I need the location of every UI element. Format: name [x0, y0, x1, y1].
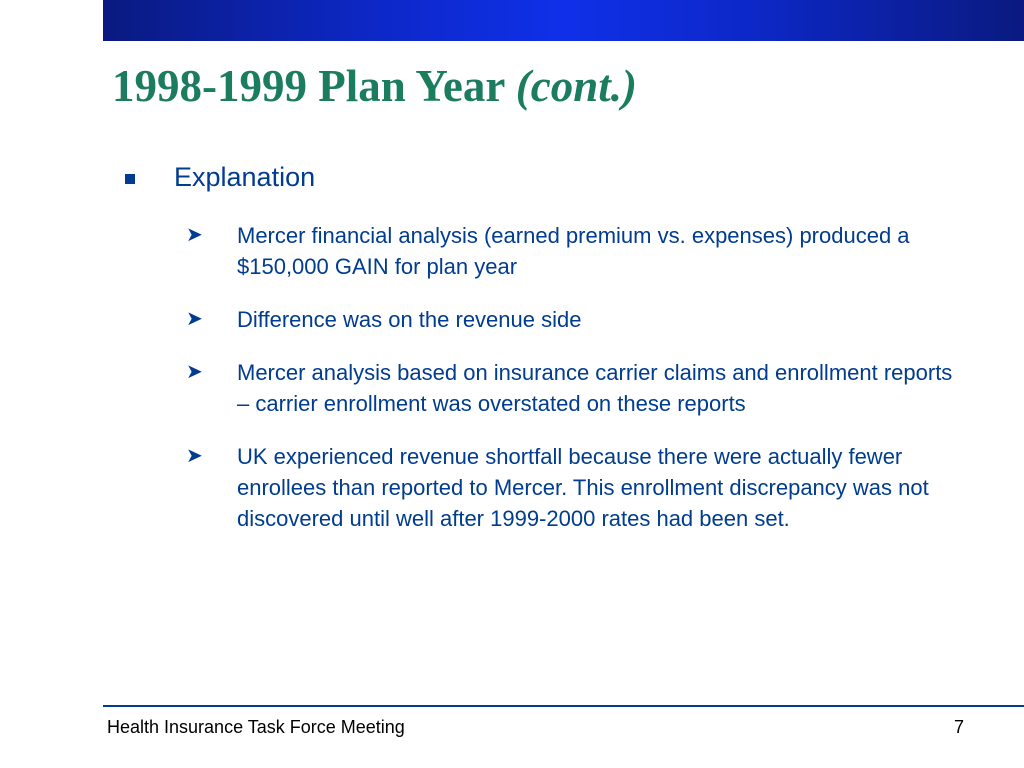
sub-bullet-item: [186, 357, 957, 419]
title-suffix: (cont.): [515, 61, 637, 111]
page-number: 7: [954, 717, 965, 737]
arrow-bullet-icon: ➤: [186, 224, 203, 246]
arrow-bullet-icon: ➤: [186, 361, 203, 383]
footer-title: Health Insurance Task Force Meeting: [107, 717, 405, 737]
bullet-heading: Explanation: [174, 162, 316, 192]
sub-bullet-item: [186, 441, 957, 534]
arrow-bullet-icon: ➤: [186, 308, 203, 330]
arrow-bullet-icon: ➤: [186, 445, 203, 467]
slide-title: [112, 62, 637, 112]
sub-bullet-item: [186, 220, 957, 282]
sub-bullet-text: Mercer financial analysis (earned premium vs. expenses) produced a $150,000 GAIN for plan year: [237, 223, 910, 279]
sub-bullet-text: Difference was on the revenue side: [237, 307, 582, 332]
square-bullet-icon: [125, 174, 135, 184]
sub-bullet-text: UK experienced revenue shortfall because there were actually fewer enrollees than reported to Mercer. This enrollment discrepancy was not discovered until well after 1999-2000 rates had been set.: [237, 444, 929, 531]
sub-bullet-list: [186, 220, 966, 556]
top-banner-bar: [103, 0, 1024, 41]
title-main: 1998-1999 Plan Year: [112, 61, 516, 111]
sub-bullet-text: Mercer analysis based on insurance carrier claims and enrollment reports – carrier enrollment was overstated on these reports: [237, 360, 953, 416]
sub-bullet-item: [186, 304, 957, 335]
footer-divider: [103, 705, 1024, 707]
